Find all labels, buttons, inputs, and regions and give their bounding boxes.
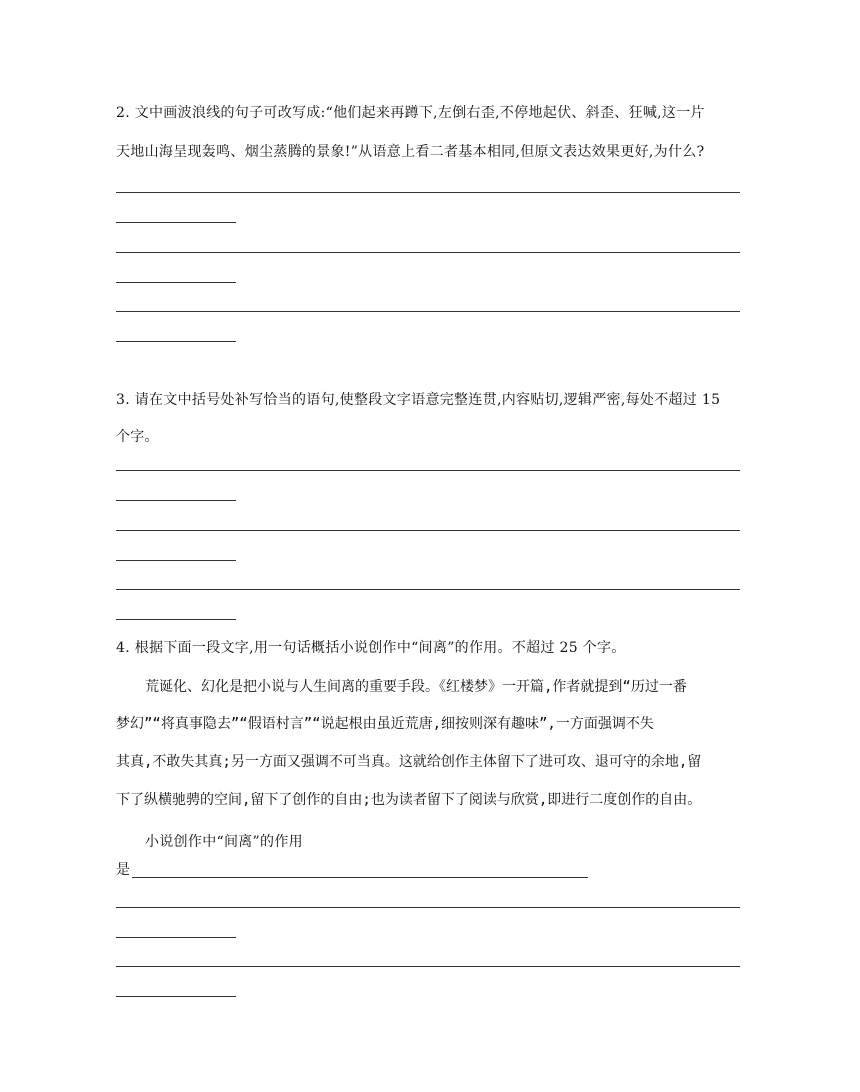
q2-answer-line-2-end[interactable] bbox=[116, 282, 236, 283]
q4-answer-inline-line[interactable] bbox=[132, 877, 588, 878]
q4-passage-line-4: 下了纵横驰骋的空间,留下了创作的自由;也为读者留下了阅读与欣赏,即进行二度创作的自由。 bbox=[116, 792, 702, 808]
q3-answer-line-2-end[interactable] bbox=[116, 560, 236, 561]
q2-answer-line-1[interactable] bbox=[116, 192, 740, 193]
q3-answer-line-1-end[interactable] bbox=[116, 500, 236, 501]
q3-answer-line-3-end[interactable] bbox=[116, 619, 236, 620]
q3-answer-line-1[interactable] bbox=[116, 470, 740, 471]
q4-passage-line-2: 梦幻”“将真事隐去”“假语村言”“说起根由虽近荒唐,细按则深有趣味”,一方面强调不失 bbox=[116, 716, 654, 732]
q2-answer-line-3-end[interactable] bbox=[116, 341, 236, 342]
q3-text-line-1: 3. 请在文中括号处补写恰当的语句,使整段文字语意完整连贯,内容贴切,逻辑严密,每处不超过 15 bbox=[116, 392, 721, 408]
q4-answer-line-2[interactable] bbox=[116, 966, 740, 967]
q4-passage-line-1: 荒诞化、幻化是把小说与人生间离的重要手段。《红楼梦》一开篇,作者就提到“历过一番 bbox=[145, 679, 687, 695]
q4-passage-line-3: 其真,不敢失其真;另一方面又强调不可当真。这就给创作主体留下了进可攻、退可守的余地,留 bbox=[116, 754, 702, 770]
q2-text-line-1: 2. 文中画波浪线的句子可改写成:“他们起来再蹲下,左倒右歪,不停地起伏、斜歪、狂喊,这一片 bbox=[116, 105, 705, 121]
q2-answer-line-2[interactable] bbox=[116, 252, 740, 253]
q4-answer-prefix: 是 bbox=[116, 862, 131, 878]
q4-prompt: 4. 根据下面一段文字,用一句话概括小说创作中“间离”的作用。不超过 25 个字。 bbox=[116, 640, 626, 656]
q2-answer-line-3[interactable] bbox=[116, 311, 740, 312]
q2-answer-line-1-end[interactable] bbox=[116, 222, 236, 223]
q3-text-line-2: 个字。 bbox=[116, 429, 159, 445]
q3-answer-line-2[interactable] bbox=[116, 530, 740, 531]
q4-answer-line-2-end[interactable] bbox=[116, 996, 236, 997]
q4-answer-lead: 小说创作中“间离”的作用 bbox=[145, 834, 303, 850]
q4-answer-line-1[interactable] bbox=[116, 907, 740, 908]
q3-answer-line-3[interactable] bbox=[116, 589, 740, 590]
q2-text-line-2: 天地山海呈现轰鸣、烟尘蒸腾的景象!”从语意上看二者基本相同,但原文表达效果更好,为什么? bbox=[116, 144, 705, 160]
q4-answer-line-1-end[interactable] bbox=[116, 937, 236, 938]
